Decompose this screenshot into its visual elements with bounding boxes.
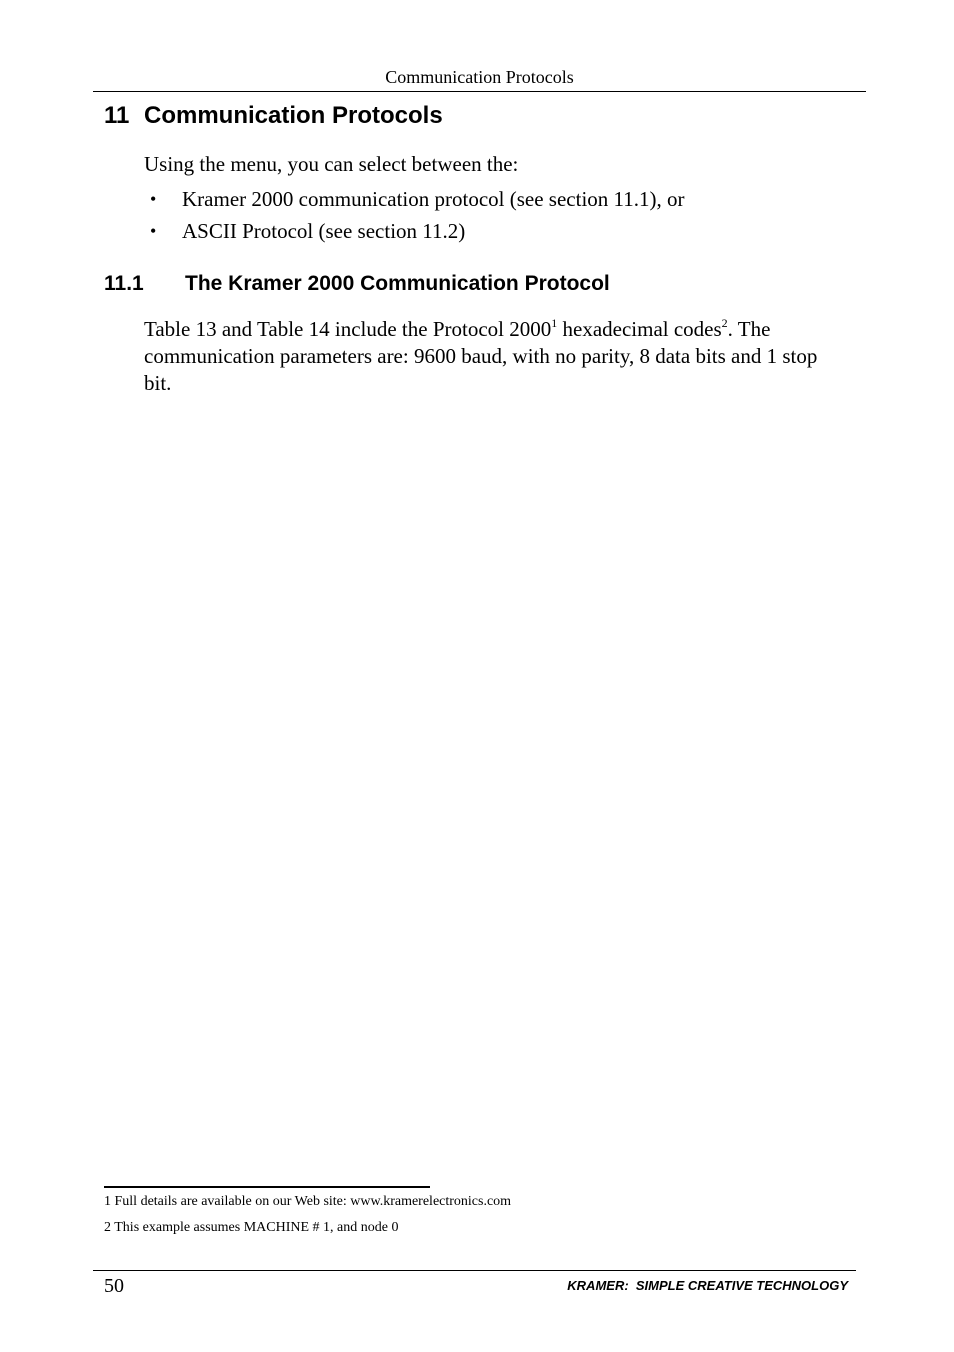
footer-brand: KRAMER: SIMPLE CREATIVE TECHNOLOGY [567, 1278, 848, 1293]
footnote-divider [104, 1186, 430, 1188]
subsection-number: 11.1 [104, 272, 144, 295]
subsection-title: The Kramer 2000 Communication Protocol [185, 272, 610, 295]
list-item [144, 215, 685, 247]
section-title: Communication Protocols [144, 102, 443, 129]
running-header: Communication Protocols [385, 67, 574, 87]
list-item [144, 183, 685, 215]
subsection-heading [104, 270, 610, 297]
paragraph-text: Table 13 and Table 14 include the Protocol 2000 [144, 317, 552, 341]
paragraph-text: hexadecimal codes [557, 317, 722, 341]
footnote-1: 1 Full details are available on our Web site: www.kramerelectronics.com [104, 1194, 512, 1209]
protocol-paragraph [144, 316, 844, 397]
section-number: 11 [104, 102, 130, 129]
list-item-text: ASCII Protocol (see section 11.2) [182, 219, 466, 243]
page-number: 50 [104, 1275, 124, 1297]
footnote-2: 2 This example assumes MACHINE # 1, and node 0 [104, 1220, 399, 1235]
footnote-ref-2[interactable]: 2 [721, 316, 728, 330]
footer-divider [93, 1270, 856, 1271]
header-divider [93, 91, 866, 92]
paragraph-text: . The communication parameters are: 9600 baud, with no parity, 8 data bits and 1 stop bit. [144, 317, 818, 395]
intro-paragraph: Using the menu, you can select between the: [144, 152, 519, 176]
footnote-ref-1[interactable]: 1 [551, 316, 558, 330]
section-heading [104, 101, 443, 131]
bullet-icon: • [150, 189, 157, 209]
protocol-options-list [144, 183, 685, 247]
bullet-icon: • [150, 221, 157, 241]
list-item-text: Kramer 2000 communication protocol (see section 11.1), or [182, 187, 685, 211]
